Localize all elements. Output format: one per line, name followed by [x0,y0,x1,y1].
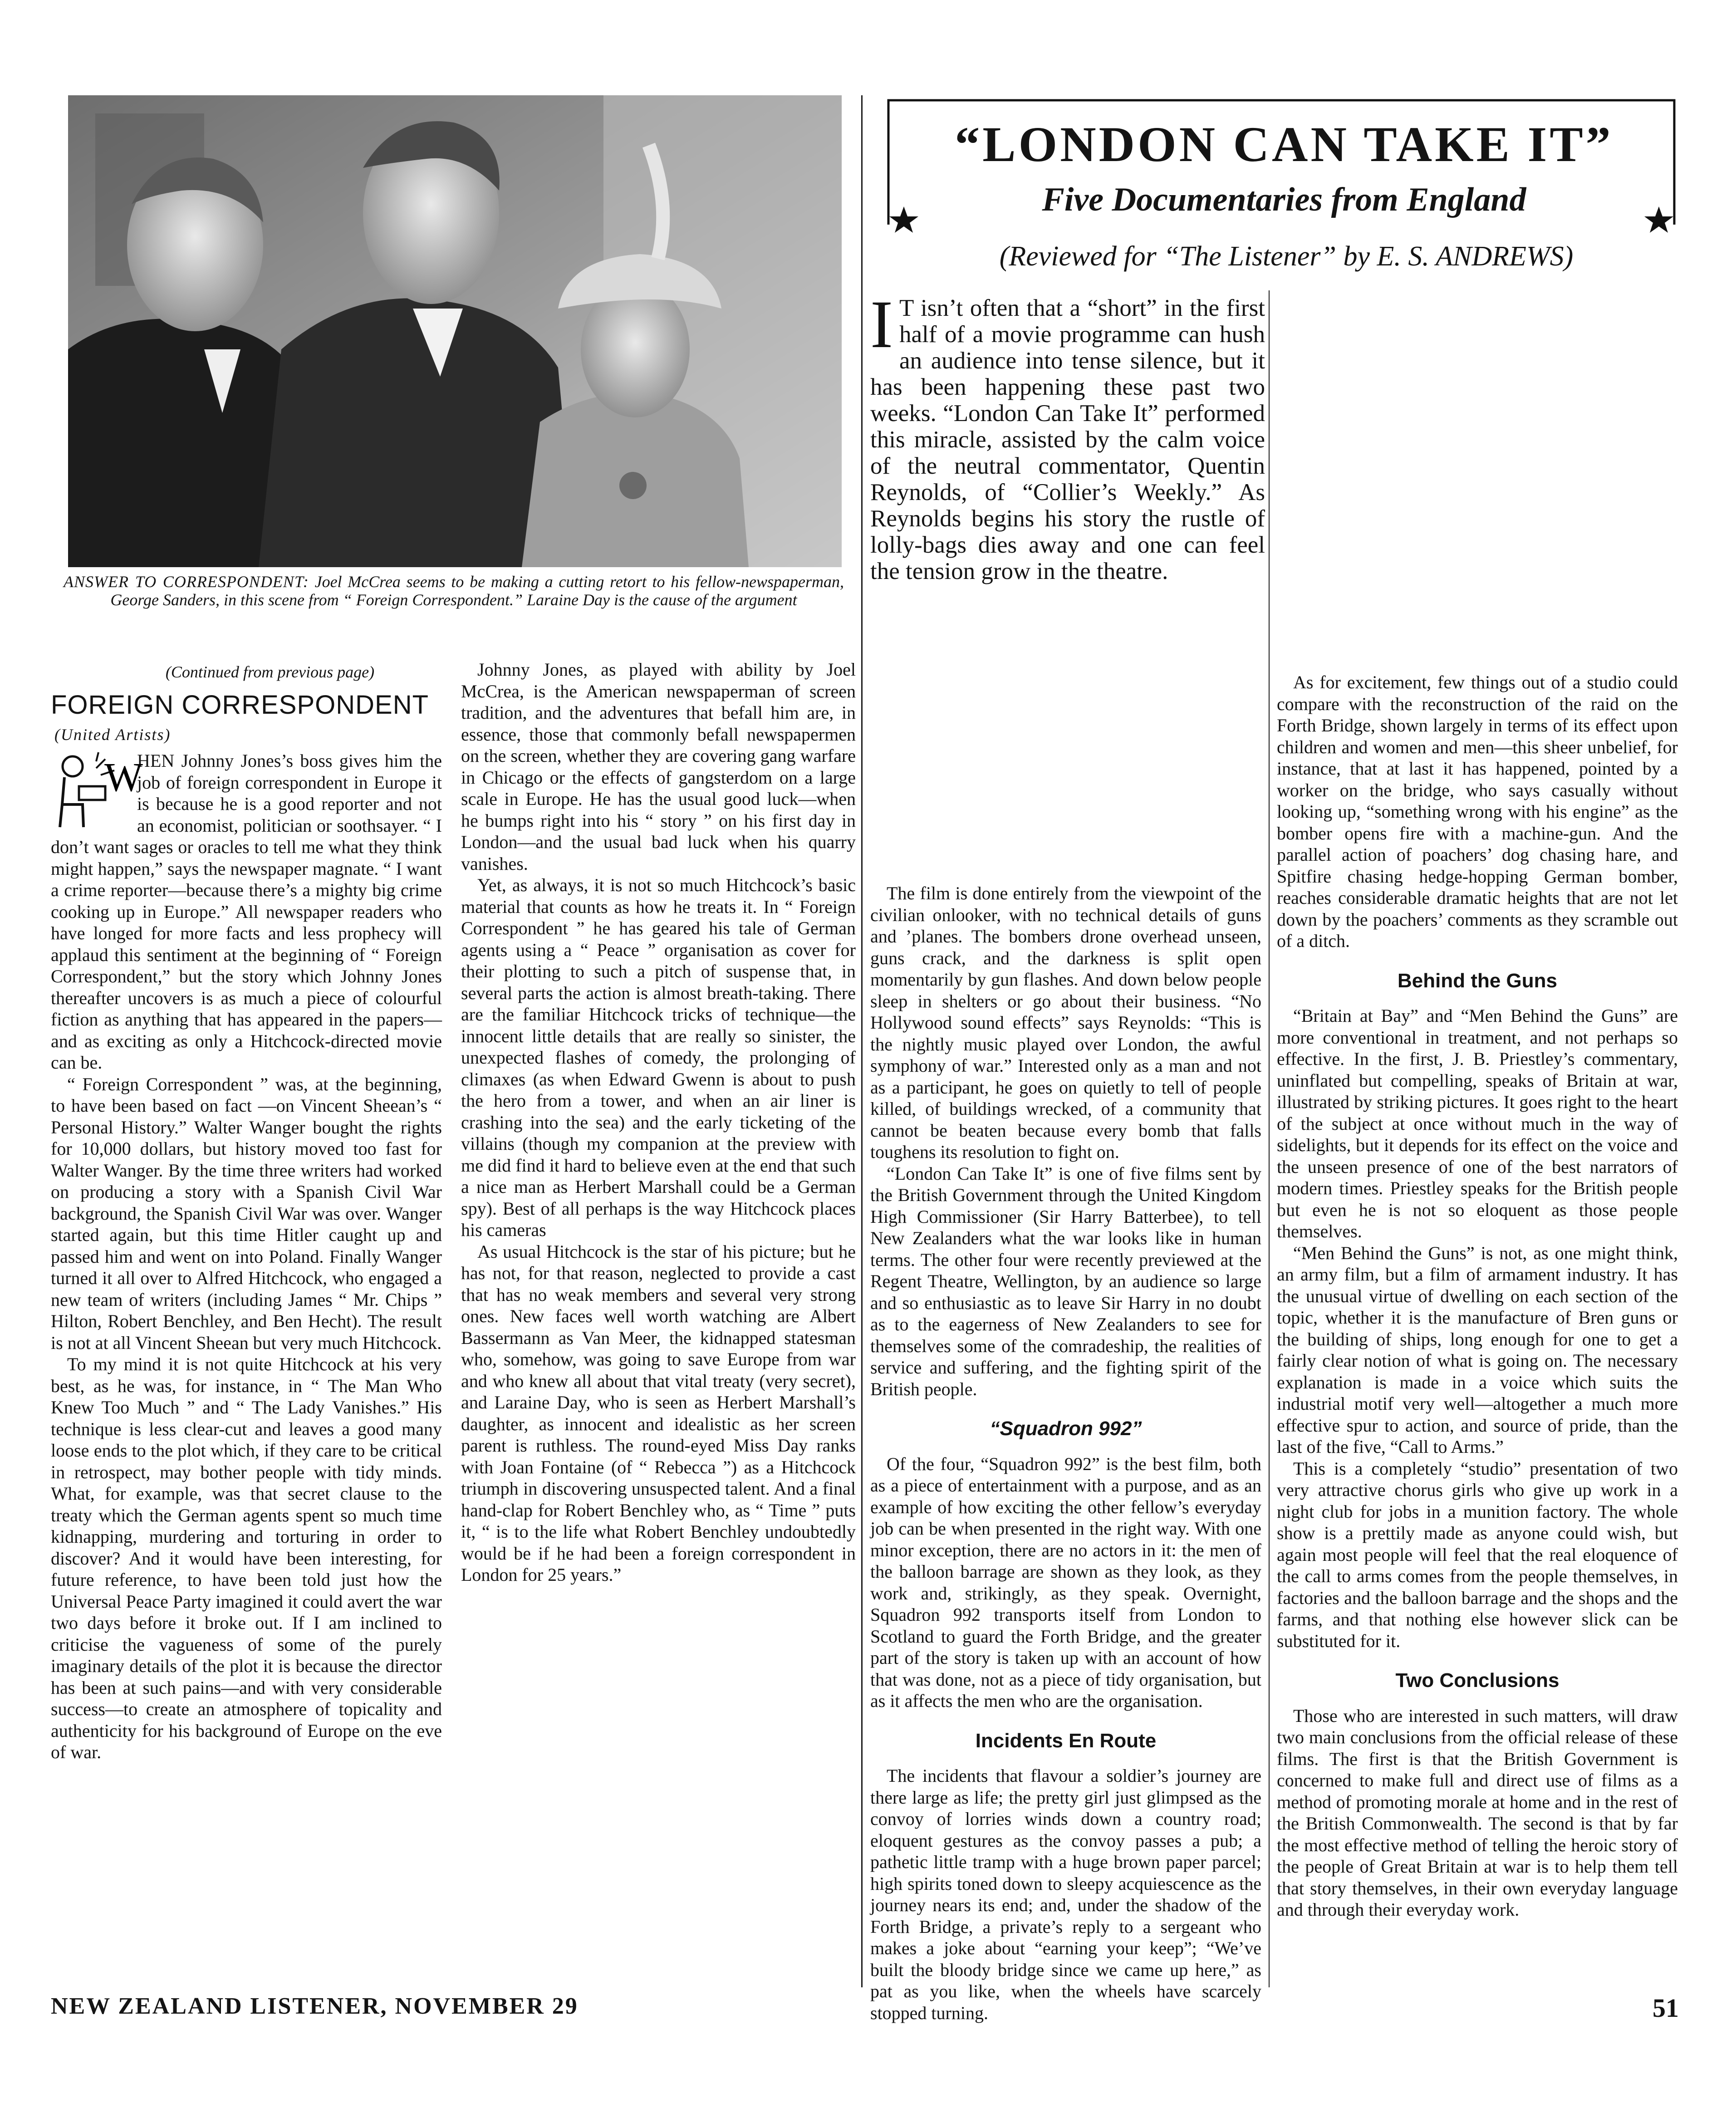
reporter-drop-illustration [51,750,143,830]
feature-lede [870,287,1265,584]
lede-text: T isn’t often that a “short” in the first half of a movie programme can hush an audience into tense silence, but it has been happening these past two weeks. “London Can Take It” performed this miracle, assisted by the calm voice of the neutral commentator, Quentin Reynolds, of “Collier’s Weekly.” As Reynolds begins his story the rustle of lolly-bags dies away and one can feel the tension grow in the theatre. [870,295,1265,584]
continued-note: (Continued from previous page) [165,663,375,681]
publication-footer: NEW ZEALAND LISTENER, NOVEMBER 29 [51,1993,579,2019]
feature-column-4 [1277,672,1678,1921]
film-still-illustration [68,95,842,567]
review-paragraph-3: To my mind it is not quite Hitchcock at his very best, as he was, for instance, in “ The Man Who Knew Too Much ” and “ The Lady Vanishes.” His technique is less clear-cut and leaves a good many loose ends to the plot which, if they care to be critical in retrospect, may bother people with tidy minds. What, for example, was that secret clause to the treaty which the German agents spent so much time kidnapping, murdering and torturing in order to discover? And it would have been interesting, for future reference, to have been told just how the Universal Peace Party imagined it could avert the war two days before it broke out. If I am inclined to criticise the vagueness of some of the purely imaginary details of the plot it is because the director has been at such pains—and with very considerable success—to create an atmosphere of topicality and authenticity for his background of Europe on the eve of war. [51,1354,442,1762]
column-divider [861,95,863,1987]
photo-caption-lead: ANSWER TO CORRESPONDENT: [64,573,309,591]
feature-headline: “LONDON CAN TAKE IT” [955,117,1613,172]
review-column-2 [461,659,856,1586]
review-distributor: (United Artists) [54,726,171,744]
feature-byline: (Reviewed for “The Listener” by E. S. ANDREWS) [999,241,1574,272]
feature-intro-paragraph-1: The film is done entirely from the viewpoint of the civilian onlooker, with no technical details of guns and ’planes. The bombers drone overhead unseen, guns crack, and the darkness is split open momentarily by gun flashes. And down below people sleep in shelters or go about their business. “No Hollywood sound effects” says Reynolds: “This is the nightly music played over London, the awful symphony of war.” Interested only as a man and not as a participant, he goes on quietly to tell of people killed, of buildings wrecked, of a community that cannot be beaten because every bomb that falls toughens its resolution to fight on. [870,883,1261,1162]
feature-subheadline: Five Documentaries from England [1042,181,1526,218]
subheading-squadron: “Squadron 992” [990,1417,1142,1440]
review-paragraph-2: “ Foreign Correspondent ” was, at the beginning, to have been based on fact —on Vincent Sheean’s “ Personal History.” Walter Wanger bought the rights for 10,000 dollars, but history moved too fast for Walter Wanger. By the time three writers had worked on producing a story with a Spanish Civil War background, the Spanish Civil War was over. Wanger started again, but this time Hitler caught up and passed him and went on into Poland. Finally Wanger turned it all over to Alfred Hitchcock, who engaged a new team of writers (including James “ Mr. Chips ” Hilton, Robert Benchley, and Ben Hecht). The result is not at all Vincent Sheean but very much Hitchcock. [51,1074,442,1353]
review-title: FOREIGN CORRESPONDENT [51,690,429,720]
photo-caption [64,573,844,609]
review-column-1 [51,750,442,1763]
feature-intro-paragraph-2: “London Can Take It” is one of five films sent by the British Government through the United Kingdom High Commissioner (Sir Harry Batterbee), to tell New Zealanders what the war looks like in human terms. The other four were recently previewed at the Regent Theatre, Wellington, by an audience so large and so enthusiastic as to leave Sir Harry in no doubt as to the eagerness of New Zealanders to see for themselves some of the comradeship, the realities of service and suffering, and the fighting spirit of the British people. [870,1163,1261,1399]
feature-column-3 [870,883,1261,2024]
excitement-paragraph: As for excitement, few things out of a studio could compare with the reconstruction of the raid on the Forth Bridge, shown largely in terms of its effect upon children and women and men—this sheer unbelief, for instance, that at last it has happened, pointed by a worker on the bridge, who says casually without looking up, “something wrong with his engine” as the bomber opens fire with a machine-gun. And the parallel action of poachers’ dog chasing hare, and Spitfire chasing hedge-hopping German bomber, reaches considerable dramatic heights that are not let down by the poachers’ comments as they scramble out of a ditch. [1277,672,1678,951]
lede-drop-letter: I [870,287,893,362]
film-still-photo [68,95,842,567]
guns-paragraph-2: “Men Behind the Guns” is not, as one might think, an army film, but a film of armament industry. It has the unusual virtue of dwelling on each section of the topic, whether it is the manufacture of Bren guns or the building of ships, long enough for one to get a fairly clear notion of what is going on. The necessary explanation is made in a voice which suits the industrial motif very well—altogether a much more effective spur to action, and source of pride, than the last of the five, “Call to Arms.” [1277,1242,1678,1457]
subheading-guns: Behind the Guns [1398,969,1557,992]
review-paragraph-1: HEN Johnny Jones’s boss gives him the job of foreign correspondent in Europe it is because he is a good reporter and not an economist, politician or soothsayer. “ I don’t want sages or oracles to tell me what they think might happen,” says the newspaper magnate. “ I want a crime reporter—because there’s a mighty big crime cooking up in Europe.” All newspaper readers who have longed for more facts and less prophecy will applaud this sentiment at the beginning of “ Foreign Correspondent,” but the story which Johnny Jones thereafter uncovers is as much a piece of colourful fiction as anything that has appeared in the papers—and as exciting as only a Hitchcock-directed movie can be. [51,750,442,1073]
typewriter-reporter-icon [51,750,143,830]
review-drop-letter: W [104,755,143,800]
conclusions-paragraph: Those who are interested in such matters, will draw two main conclusions from the official release of these films. The first is that the British Government is concerned to make full and direct use of films as a method of promoting morale at home and in the rest of the British Commonwealth. The second is that by far the most effective method of telling the heroic story of the people of Great Britain at war is to help them tell that story themselves, in their own everyday language and through their everyday work. [1277,1705,1678,1920]
subheading-conclusions: Two Conclusions [1395,1669,1559,1692]
review-paragraph-5: Yet, as always, it is not so much Hitchcock’s basic material that counts as how he treats it. In “ Foreign Correspondent ” he has geared his tale of German agents using a “ Peace ” organisation as cover for their plotting to such a pitch of suspense that, in several parts the action is almost breath-taking. There are the familiar Hitchcock tricks of technique—the innocent little details that are really so sinister, the unexpected flashes of comedy, the prolonging of climaxes (as when Edward Gwenn is about to push the hero from a tower, and when an air liner is crashing into the sea) and the early ticketing of the villains (though my companion at the preview with me did find it hard to believe even at the end that such a nice man as Herbert Marshall could be a German spy). Best of all perhaps is the way Hitchcock places his cameras [461,875,856,1240]
incidents-paragraph: The incidents that flavour a soldier’s journey are there large as life; the pretty girl just glimpsed as the convoy of lorries winds down a country road; eloquent gestures as the convoy passes a pub; a pathetic little tramp with a huge brown paper parcel; high spirits toned down to sleepy acquiescence as the journey nears its end; and, under the shadow of the Forth Bridge, a private’s reply to a sergeant who makes a joke about “earning your keep”; “We’ve built the bloody bridge since we came up here,” as pat as you like, when the wheels have scarcely stopped turning. [870,1765,1261,2023]
page-number: 51 [1653,1993,1679,2023]
photo-caption-text: Joel McCrea seems to be making a cutting retort to his fellow-newspaperman, George Sanders, in this scene from “ Foreign Correspondent.” Laraine Day is the cause of the argument [110,573,844,609]
subheading-incidents: Incidents En Route [975,1729,1157,1752]
guns-paragraph-3: This is a completely “studio” presentation of two very attractive chorus girls who give up work in a night club for jobs in a munition factory. The whole show is a prettily made as anyone could wish, but again most people will feel that the real eloquence of the call to arms comes from the people themselves, in factories and the balloon barrage and the shops and the farms, and that nothing else however slick can be substituted for it. [1277,1458,1678,1651]
column-divider-right [1269,290,1270,1987]
review-paragraph-4: Johnny Jones, as played with ability by Joel McCrea, is the American newspaperman of screen tradition, and the adventures that befall him are, in essence, those that commonly befall newspapermen on the screen, whether they are covering gang warfare in Chicago or the effects of gangsterdom on a large scale in Europe. He has the usual good luck—when he bumps right into his “ story ” on his first day in London—and the usual bad luck when his quarry vanishes. [461,659,856,874]
review-paragraph-6: As usual Hitchcock is the star of his picture; but he has not, for that reason, neglected to provide a cast that has no weak members and several very strong ones. New faces well worth watching are Albert Bassermann as Van Meer, the kidnapped statesman who, somehow, was going to save Europe from war and who knew all about that vital treaty (very secret), and Laraine Day, who is seen as Herbert Marshall’s daughter, as innocent and idealistic as her screen parent is ruthless. The round-eyed Miss Day ranks with Joan Fontaine (of “ Rebecca ”) as a Hitchcock triumph in discovering unsuspected talent. And a final hand-clap for Robert Benchley who, as “ Time ” puts it, “ is to the life what Robert Benchley undoubtedly would be if he had been a foreign correspondent in London for 25 years.” [461,1241,856,1585]
squadron-paragraph: Of the four, “Squadron 992” is the best film, both as a piece of entertainment with a purpose, and as an example of how exciting the other fellow’s everyday job can be when presented in the right way. With one minor exception, there are no actors in it: the men of the balloon barrage are shown as they look, as they work and, strikingly, as they speak. Overnight, Squadron 992 transports itself from London to Scotland to guard the Forth Bridge, and the greater part of the story is taken up with an account of how that was done, not as a piece of tidy organisation, but as it affects the men who are the organisation. [870,1453,1261,1711]
guns-paragraph-1: “Britain at Bay” and “Men Behind the Guns” are more conventional in treatment, and not perhaps so effective. In the first, J. B. Priestley’s commentary, uninflated but compelling, speaks of Britain at war, illustrated by striking pictures. It goes right to the heart of the subject at once without much in the way of sidelights, but it depends for its effect on the voice and the unseen presence of one of the best narrators of modern times. Priestley speaks for the British people but even he is not so eloquent as those people themselves. [1277,1005,1678,1241]
